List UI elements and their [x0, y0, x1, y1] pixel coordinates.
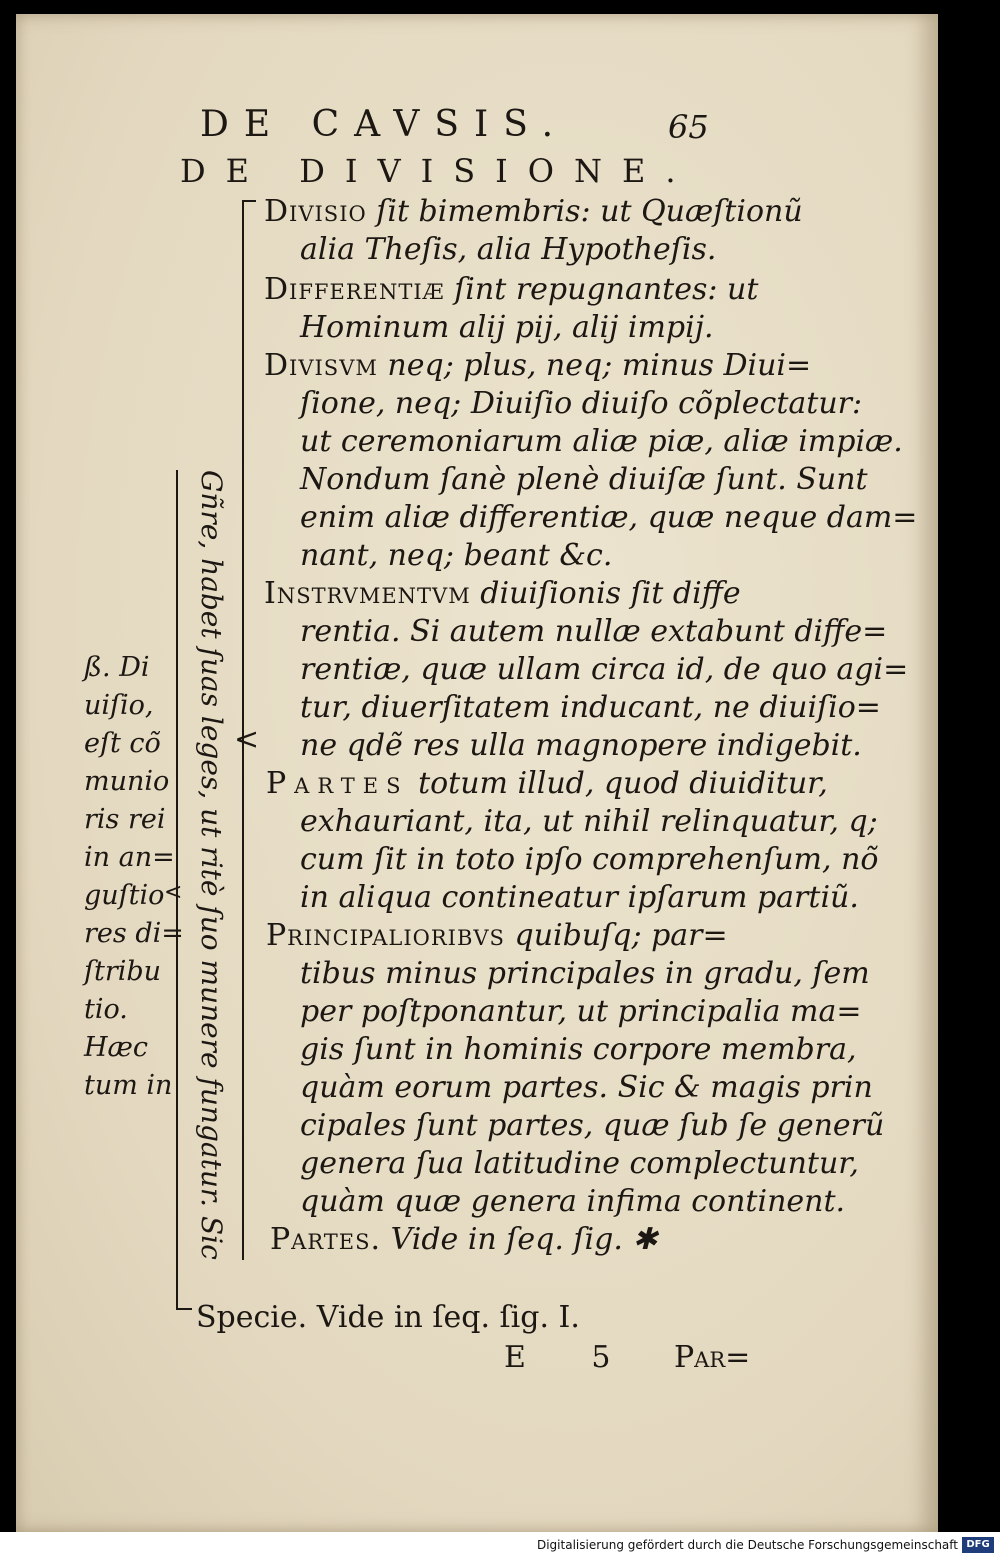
rule-line: ſit bimembris: ut Quæſtionũ	[366, 194, 803, 229]
rule-line: tibus minus principales in gradu, ſem	[300, 956, 870, 991]
specie-line: Specie. Vide in ſeq. ſig. I.	[196, 1300, 580, 1335]
rule-line: nant, neq; beant &c.	[300, 538, 613, 573]
rule-line: rentia. Si autem nullæ extabunt diffe=	[300, 614, 888, 649]
vertical-note-text: Gñre, habet ſuas leges, ut ritè ſuo munere fungatur. Sic	[195, 470, 228, 1260]
rule-line: Nondum ſanè plenè diuiſæ ſunt. Sunt	[300, 462, 868, 497]
rule-line: ut ceremoniarum aliæ piæ, aliæ impiæ.	[300, 424, 903, 459]
marginal-line: eſt cõ	[84, 728, 161, 759]
rule-line: per poſtponantur, ut principalia ma=	[300, 994, 862, 1029]
footer-credit: Digitalisierung gefördert durch die Deutsche Forschungsgemeinschaft	[536, 1538, 958, 1552]
marginal-line: uiſio,	[84, 690, 154, 721]
rule-lead: Divisio	[264, 194, 367, 229]
rule-line: ne qdẽ res ulla magnopere indigebit.	[300, 728, 862, 763]
rule-line: alia Theſis, alia Hypotheſis.	[300, 232, 717, 267]
catchword: Par=	[674, 1340, 751, 1375]
rule-line: cum ſit in toto ipſo comprehenſum, nõ	[300, 842, 879, 877]
rule-line: neq; plus, neq; minus Diui=	[377, 348, 812, 383]
running-title: DE CAVSIS.	[200, 104, 569, 145]
rule-line: gis ſunt in hominis corpore membra,	[300, 1032, 857, 1067]
main-brace-point: <	[234, 722, 260, 757]
rule-line: quàm eorum partes. Sic & magis prin	[300, 1070, 873, 1105]
rule-line: genera ſua latitudine complectuntur,	[300, 1146, 859, 1181]
rule-line: ſione, neq; Diuiſio diuiſo cõplectatur:	[300, 386, 863, 421]
marginal-line: in an=	[84, 842, 175, 873]
rule-lead: Divisvm	[264, 348, 378, 383]
rule-line: tur, diuerſitatem inducant, ne diuiſio=	[300, 690, 881, 725]
rule-line: enim aliæ differentiæ, quæ neque dam=	[300, 500, 918, 535]
rule-lead: Partes	[266, 766, 409, 801]
outer-brace-point: <	[164, 880, 183, 905]
rule-line: in aliqua contineatur ipſarum partiũ.	[300, 880, 859, 915]
marginal-line: ſtribu	[84, 956, 162, 987]
outer-brace-bottom	[176, 1308, 192, 1310]
rule-line: quàm quæ genera infima continent.	[300, 1184, 846, 1219]
section-title: DE DIVISIONE.	[180, 152, 696, 190]
vertical-note	[192, 470, 232, 1260]
marginal-line: tio.	[84, 994, 128, 1025]
signature-mark: E 5	[504, 1340, 639, 1375]
rule-line: exhauriant, ita, ut nihil relinquatur, q;	[300, 804, 878, 839]
marginal-line: Hæc	[84, 1032, 149, 1063]
page-number: 65	[668, 108, 709, 146]
rule-lead: Principalioribvs	[266, 918, 505, 953]
rule-lead: Instrvmentvm	[264, 576, 471, 611]
rule-line: diuiſionis ſit diffe	[470, 576, 741, 611]
rule-lead: Partes.	[270, 1222, 382, 1257]
rule-line: ſint repugnantes: ut	[444, 272, 759, 307]
marginal-line: munio	[84, 766, 170, 797]
dfg-logo-icon: DFG	[962, 1537, 994, 1553]
rule-line: quibuſq; par=	[504, 918, 728, 953]
rule-line: cipales ſunt partes, quæ ſub ſe generũ	[300, 1108, 885, 1143]
rule-line: rentiæ, quæ ullam circa id, de quo agi=	[300, 652, 909, 687]
rule-line: Hominum alij pij, alij impij.	[300, 310, 714, 345]
rule-line: Vide in ſeq. ſig. ✱	[381, 1222, 658, 1257]
marginal-line: ris rei	[84, 804, 166, 835]
rule-lead: Differentiæ	[264, 272, 445, 307]
marginal-line: tum in	[84, 1070, 173, 1101]
marginal-line: guſtio	[84, 880, 165, 911]
marginal-line: ß. Di	[84, 652, 150, 683]
rule-line: totum illud, quod diuiditur,	[408, 766, 828, 801]
main-brace-top	[242, 200, 256, 202]
marginal-line: res di=	[84, 918, 184, 949]
